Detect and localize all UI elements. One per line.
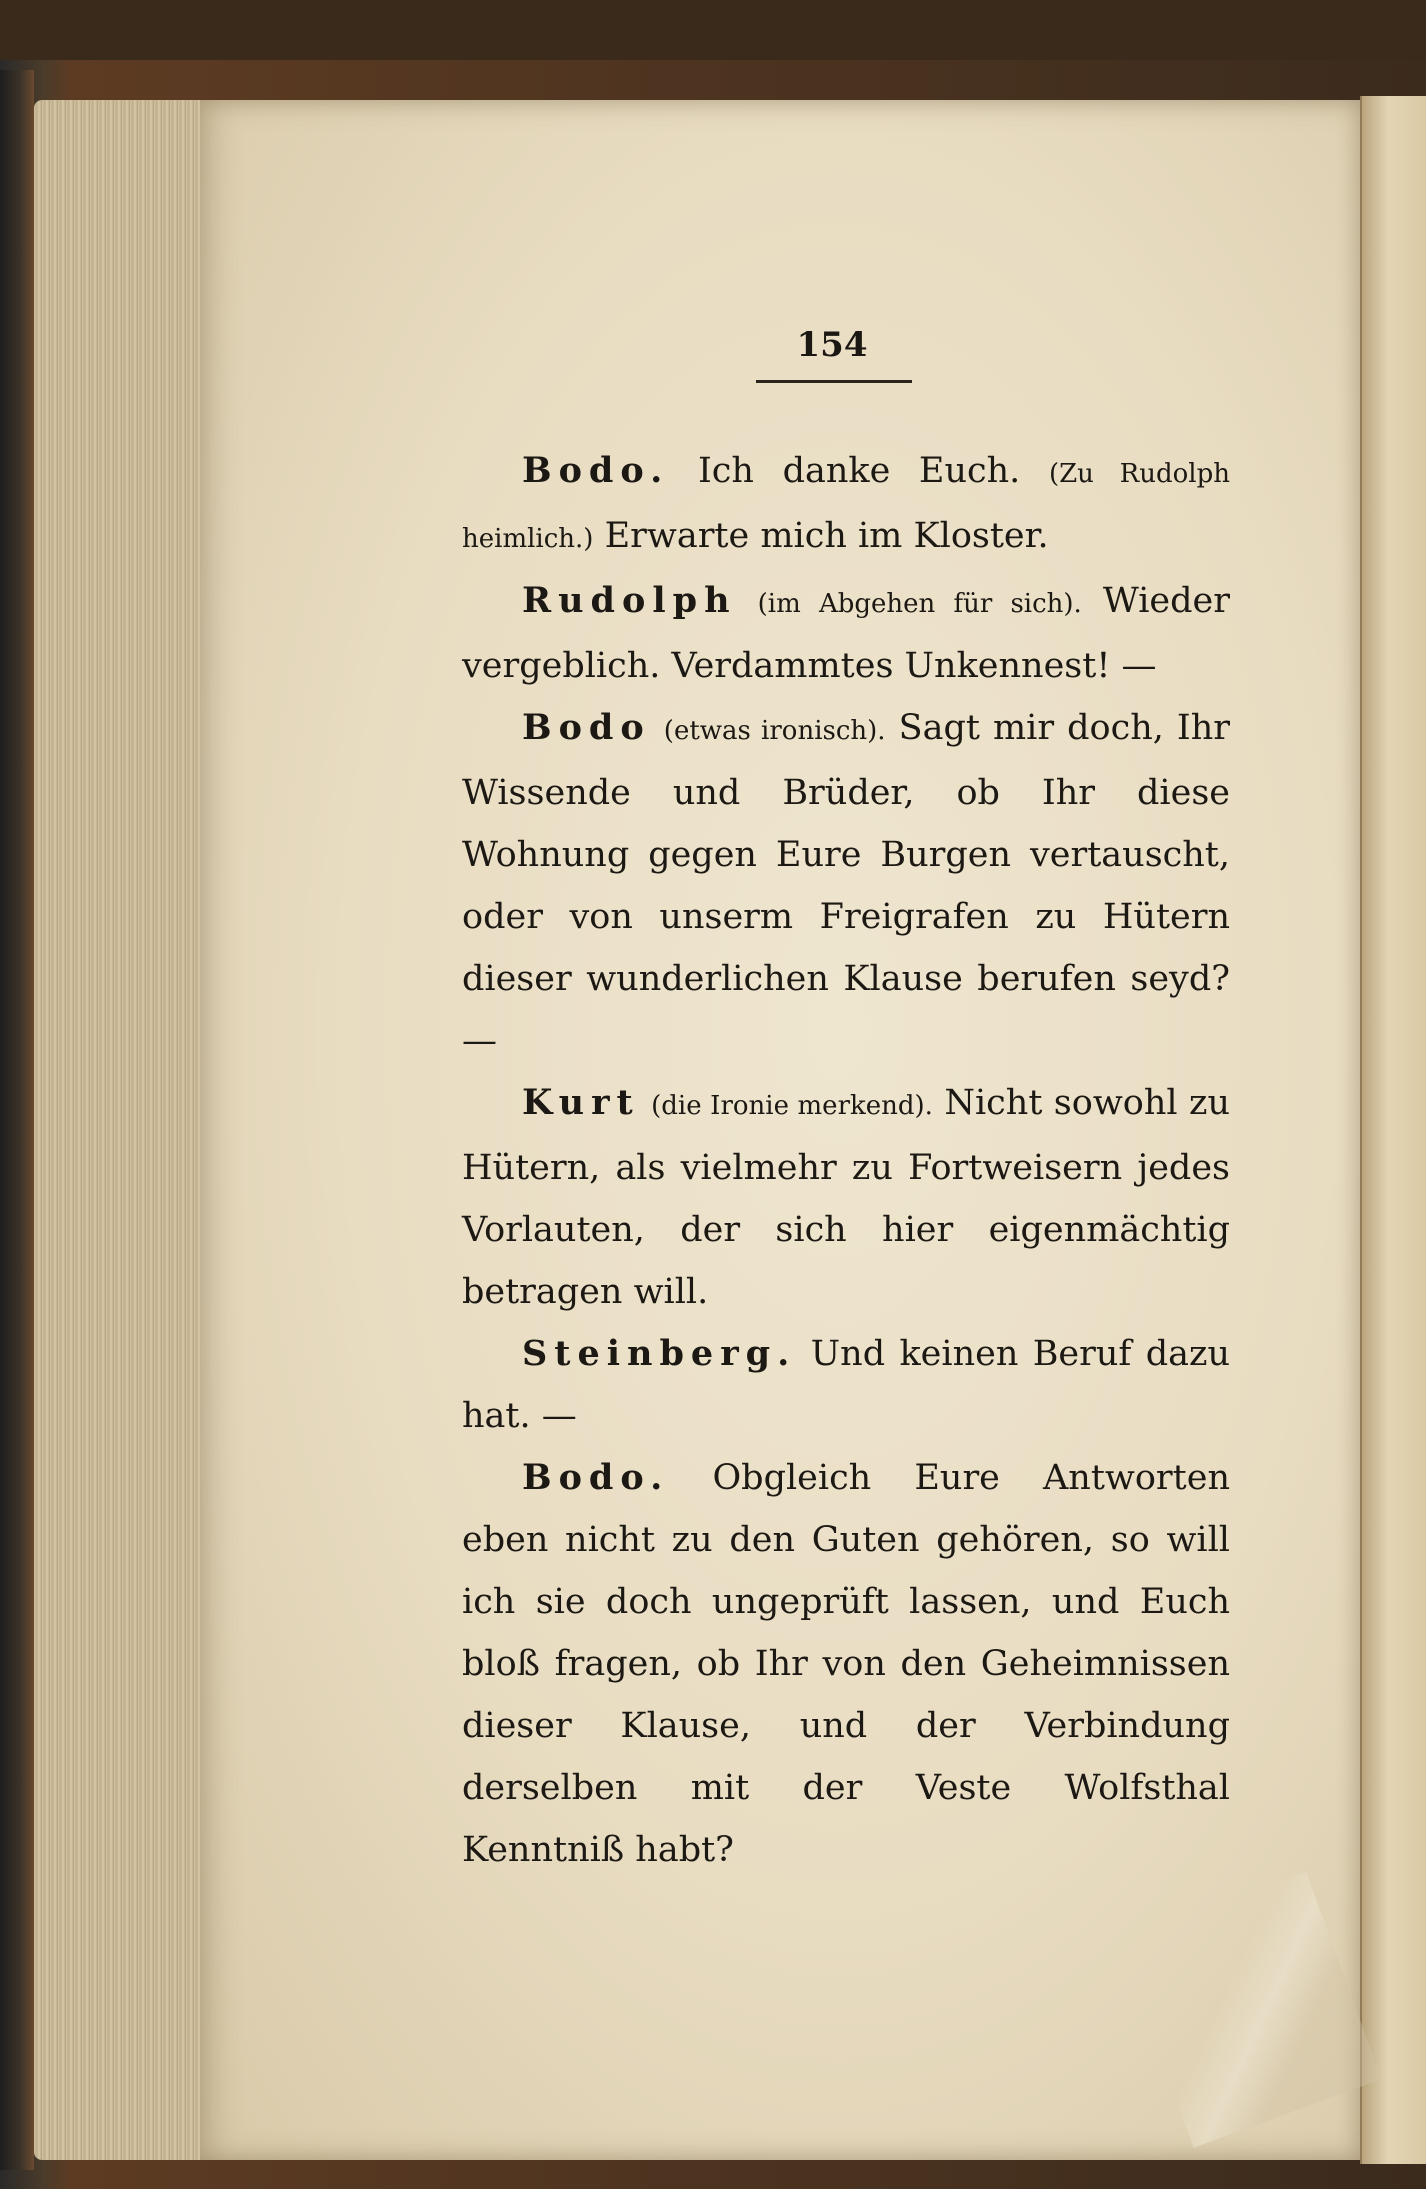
page-number: 154: [796, 325, 868, 365]
stage-direction: (etwas ironisch).: [663, 716, 886, 746]
speaker-name: Bodo.: [522, 450, 670, 491]
facing-page-edge: [1360, 96, 1426, 2164]
spoken-text: Sagt mir doch, Ihr Wissende und Brüder, ob Ihr diese Wohnung gegen Eure Burgen vertauscht, oder von unserm Freigrafen zu Hütern dieser wunderlichen Klause berufen seyd? —: [462, 708, 1230, 1061]
spoken-text: Wieder vergeblich. Verdammtes Unkennest! —: [462, 581, 1230, 686]
stage-direction: (Zu Rudolph heimlich.): [462, 459, 1230, 554]
spoken-text: Nicht sowohl zu Hütern, als vielmehr zu Fortweisern jedes Vorlauten, der sich hier eigenmächtig betragen will.: [462, 1083, 1230, 1312]
page-text: [462, 440, 1230, 1881]
stage-direction: (im Abgehen für sich).: [757, 589, 1082, 619]
paragraph-5: [462, 1323, 1230, 1447]
paragraph-4: [462, 1072, 1230, 1323]
paragraph-1: [462, 440, 1230, 570]
stage-direction: (die Ironie merkend).: [651, 1091, 933, 1121]
page-number-rule: [756, 380, 912, 383]
speaker-name: Bodo.: [522, 1457, 670, 1498]
speaker-name: Rudolph: [522, 580, 737, 621]
paragraph-2: [462, 570, 1230, 697]
spoken-text: Und keinen Beruf dazu hat. —: [462, 1334, 1230, 1436]
speaker-name: Bodo: [522, 707, 651, 748]
spoken-text: Ich danke Euch.: [697, 451, 1021, 491]
paragraph-3: [462, 697, 1230, 1072]
speaker-name: Steinberg.: [522, 1333, 797, 1374]
speaker-name: Kurt: [522, 1082, 640, 1123]
book-spine: [0, 70, 34, 2170]
paragraph-6: [462, 1447, 1230, 1881]
spoken-text: Erwarte mich im Kloster.: [604, 516, 1049, 556]
spoken-text: Obgleich Eure Antworten eben nicht zu den Guten gehören, so will ich sie doch ungeprüft lassen, und Euch bloß fragen, ob Ihr von den Geheimnissen dieser Klause, und der Verbindung derselben mit der Veste Wolfsthal Kenntniß habt?: [462, 1458, 1230, 1870]
